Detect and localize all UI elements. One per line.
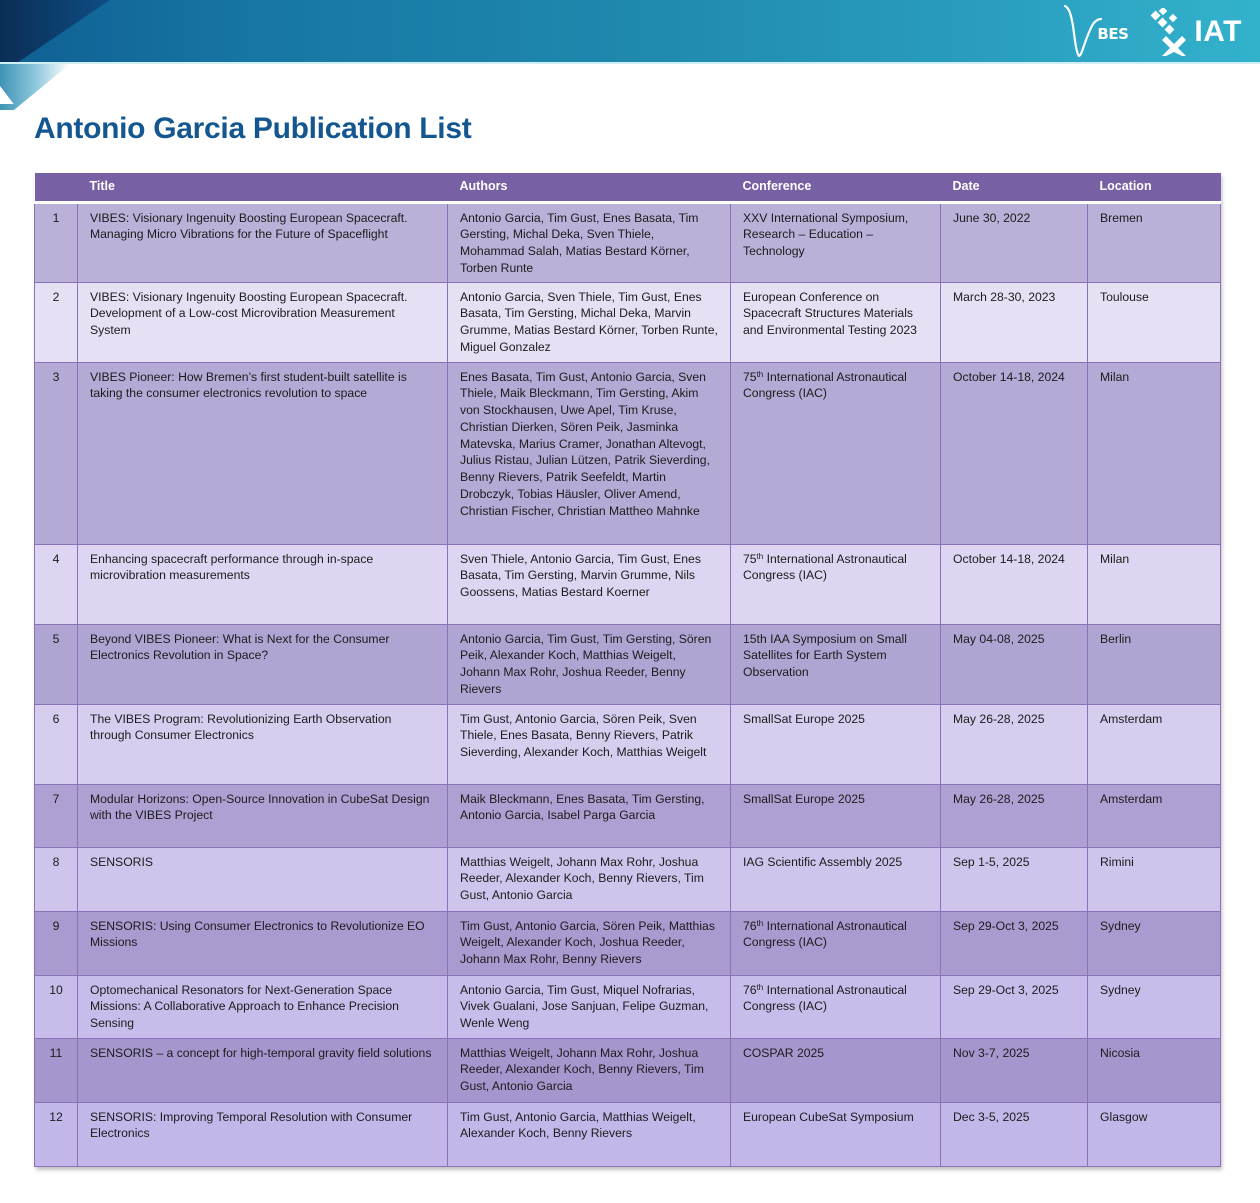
row-number: 3 [35, 362, 78, 544]
publication-location: Milan [1088, 362, 1221, 544]
table-row [35, 362, 1221, 544]
publication-authors: Tim Gust, Antonio Garcia, Sören Peik, Matthias Weigelt, Alexander Koch, Joshua Reeder, Johann Max Rohr, Benny Rievers [448, 911, 731, 975]
publication-date: Sep 1-5, 2025 [941, 847, 1088, 911]
table-row [35, 1102, 1221, 1166]
publication-conference: European Conference on Spacecraft Structures Materials and Environmental Testing 2023 [731, 282, 941, 362]
publication-conference: European CubeSat Symposium [731, 1102, 941, 1166]
publication-authors: Matthias Weigelt, Johann Max Rohr, Joshua Reeder, Alexander Koch, Benny Rievers, Tim Gust, Antonio Garcia [448, 1038, 731, 1102]
publication-location: Amsterdam [1088, 784, 1221, 847]
table-row [35, 784, 1221, 847]
publication-title: SENSORIS: Improving Temporal Resolution with Consumer Electronics [78, 1102, 448, 1166]
publication-authors: Antonio Garcia, Sven Thiele, Tim Gust, Enes Basata, Tim Gersting, Michal Deka, Marvin Grumme, Matias Bestard Körner, Torben Runte, Miguel Gonzalez [448, 282, 731, 362]
table-row [35, 1038, 1221, 1102]
vibes-logo-icon: BES [1063, 4, 1128, 60]
row-number: 2 [35, 282, 78, 362]
publication-title: Enhancing spacecraft performance through in-space microvibration measurements [78, 544, 448, 624]
publication-conference: 15th IAA Symposium on Small Satellites for Earth System Observation [731, 624, 941, 704]
publication-date: Dec 3-5, 2025 [941, 1102, 1088, 1166]
publication-location: Sydney [1088, 975, 1221, 1038]
publication-date: May 26-28, 2025 [941, 784, 1088, 847]
publication-date: October 14-18, 2024 [941, 362, 1088, 544]
publication-conference: COSPAR 2025 [731, 1038, 941, 1102]
row-number: 6 [35, 704, 78, 784]
publication-title: SENSORIS – a concept for high-temporal gravity field solutions [78, 1038, 448, 1102]
publication-authors: Antonio Garcia, Tim Gust, Tim Gersting, Sören Peik, Alexander Koch, Matthias Weigelt, Johann Max Rohr, Joshua Reeder, Benny Rievers [448, 624, 731, 704]
publication-title: VIBES: Visionary Ingenuity Boosting European Spacecraft. Managing Micro Vibrations for the Future of Spaceflight [78, 202, 448, 282]
row-number: 4 [35, 544, 78, 624]
publication-location: Berlin [1088, 624, 1221, 704]
iat-logo-icon [1150, 8, 1242, 56]
publication-conference: 75th International Astronautical Congress (IAC) [731, 544, 941, 624]
publication-date: June 30, 2022 [941, 202, 1088, 282]
publication-conference: SmallSat Europe 2025 [731, 704, 941, 784]
column-header-date: Date [941, 173, 1088, 202]
table-row [35, 544, 1221, 624]
row-number: 8 [35, 847, 78, 911]
publication-location: Milan [1088, 544, 1221, 624]
publication-date: March 28-30, 2023 [941, 282, 1088, 362]
page-title: Antonio Garcia Publication List [34, 112, 472, 145]
publication-title: Modular Horizons: Open-Source Innovation in CubeSat Design with the VIBES Project [78, 784, 448, 847]
publication-location: Sydney [1088, 911, 1221, 975]
publication-conference: XXV International Symposium, Research – Education – Technology [731, 202, 941, 282]
publication-conference: SmallSat Europe 2025 [731, 784, 941, 847]
publication-location: Glasgow [1088, 1102, 1221, 1166]
table-row [35, 847, 1221, 911]
publication-authors: Matthias Weigelt, Johann Max Rohr, Joshua Reeder, Alexander Koch, Benny Rievers, Tim Gust, Antonio Garcia [448, 847, 731, 911]
publication-authors: Enes Basata, Tim Gust, Antonio Garcia, Sven Thiele, Maik Bleckmann, Tim Gersting, Akim von Stockhausen, Uwe Apel, Tim Kruse, Christian Dierken, Sören Peik, Jasminka Matevska, Marius Cramer, Jonathan Altevogt, Julius Ristau, Julian Lützen, Patrik Sieverding, Benny Rievers, Patrik Seefeldt, Martin Drobczyk, Tobias Häusler, Oliver Amend, Christian Fischer, Christian Mattheo Mahnke [448, 362, 731, 544]
column-header-authors: Authors [448, 173, 731, 202]
publication-date: May 04-08, 2025 [941, 624, 1088, 704]
publication-location: Nicosia [1088, 1038, 1221, 1102]
row-number: 11 [35, 1038, 78, 1102]
banner-divider [0, 62, 1260, 64]
row-number: 9 [35, 911, 78, 975]
publication-location: Amsterdam [1088, 704, 1221, 784]
publication-table [34, 173, 1220, 1167]
table-row [35, 911, 1221, 975]
publication-title: The VIBES Program: Revolutionizing Earth Observation through Consumer Electronics [78, 704, 448, 784]
row-number: 7 [35, 784, 78, 847]
publication-authors: Tim Gust, Antonio Garcia, Matthias Weigelt, Alexander Koch, Benny Rievers [448, 1102, 731, 1166]
publication-title: VIBES Pioneer: How Bremen’s first student-built satellite is taking the consumer electronics revolution to space [78, 362, 448, 544]
publication-authors: Antonio Garcia, Tim Gust, Miquel Nofrarias, Vivek Gualani, Jose Sanjuan, Felipe Guzman, Wenle Weng [448, 975, 731, 1038]
publication-location: Rimini [1088, 847, 1221, 911]
column-header-conference: Conference [731, 173, 941, 202]
column-header-location: Location [1088, 173, 1221, 202]
table-row [35, 202, 1221, 282]
row-number: 10 [35, 975, 78, 1038]
publication-title: Optomechanical Resonators for Next-Generation Space Missions: A Collaborative Approach to Enhance Precision Sensing [78, 975, 448, 1038]
banner-dark-triangle [0, 0, 110, 64]
publication-authors: Tim Gust, Antonio Garcia, Sören Peik, Sven Thiele, Enes Basata, Benny Rievers, Patrik Sieverding, Alexander Koch, Matthias Weigelt [448, 704, 731, 784]
publication-date: Nov 3-7, 2025 [941, 1038, 1088, 1102]
table-row [35, 624, 1221, 704]
publication-date: Sep 29-Oct 3, 2025 [941, 975, 1088, 1038]
logo-group [1063, 4, 1242, 60]
table-row [35, 704, 1221, 784]
table-row [35, 282, 1221, 362]
publication-title: SENSORIS: Using Consumer Electronics to Revolutionize EO Missions [78, 911, 448, 975]
publication-conference: 76th International Astronautical Congress (IAC) [731, 911, 941, 975]
column-header-number [35, 173, 78, 202]
publication-conference: 76th International Astronautical Congress (IAC) [731, 975, 941, 1038]
publication-authors: Maik Bleckmann, Enes Basata, Tim Gersting, Antonio Garcia, Isabel Parga Garcia [448, 784, 731, 847]
publication-authors: Antonio Garcia, Tim Gust, Enes Basata, Tim Gersting, Michal Deka, Sven Thiele, Mohammad Salah, Matias Bestard Körner, Torben Runte [448, 202, 731, 282]
publication-location: Toulouse [1088, 282, 1221, 362]
publication-conference: IAG Scientific Assembly 2025 [731, 847, 941, 911]
publication-date: Sep 29-Oct 3, 2025 [941, 911, 1088, 975]
publication-date: October 14-18, 2024 [941, 544, 1088, 624]
row-number: 5 [35, 624, 78, 704]
publication-title: SENSORIS [78, 847, 448, 911]
header-banner [0, 0, 1260, 64]
column-header-title: Title [78, 173, 448, 202]
iat-logo-text: IAT [1194, 15, 1242, 48]
publication-title: VIBES: Visionary Ingenuity Boosting European Spacecraft. Development of a Low-cost Microvibration Measurement System [78, 282, 448, 362]
row-number: 1 [35, 202, 78, 282]
row-number: 12 [35, 1102, 78, 1166]
table-row [35, 975, 1221, 1038]
publication-conference: 75th International Astronautical Congress (IAC) [731, 362, 941, 544]
publication-location: Bremen [1088, 202, 1221, 282]
publication-authors: Sven Thiele, Antonio Garcia, Tim Gust, Enes Basata, Tim Gersting, Marvin Grumme, Nils Goossens, Matias Bestard Koerner [448, 544, 731, 624]
publication-title: Beyond VIBES Pioneer: What is Next for the Consumer Electronics Revolution in Space? [78, 624, 448, 704]
table-header-row [35, 173, 1221, 202]
publication-date: May 26-28, 2025 [941, 704, 1088, 784]
